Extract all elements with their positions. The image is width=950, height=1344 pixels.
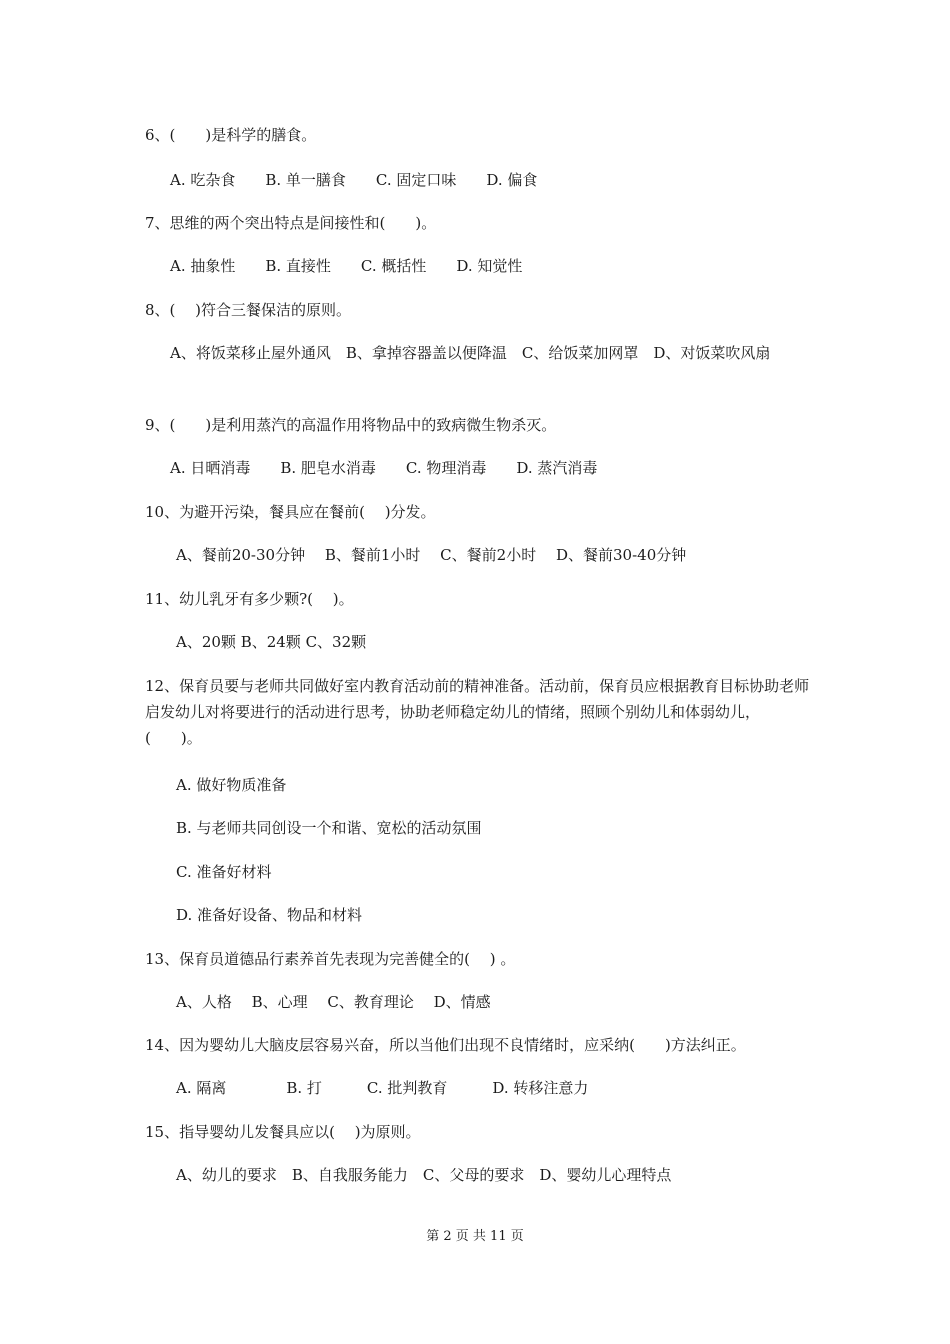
- question-10-stem: 10、为避开污染，餐具应在餐前( )分发。: [145, 503, 436, 521]
- question-6-stem: 6、( )是科学的膳食。: [145, 126, 317, 144]
- question-12-option-c: C. 准备好材料: [176, 863, 272, 881]
- page-number-footer: 第 2 页 共 11 页: [426, 1229, 524, 1244]
- question-11-options: A、20颗 B、24颗 C、32颗: [176, 633, 367, 651]
- question-9-stem: 9、( )是利用蒸汽的高温作用将物品中的致病微生物杀灭。: [145, 416, 557, 434]
- question-7-options: A. 抽象性 B. 直接性 C. 概括性 D. 知觉性: [170, 257, 523, 275]
- question-10-options: A、餐前20-30分钟 B、餐前1小时 C、餐前2小时 D、餐前30-40分钟: [176, 546, 687, 564]
- question-6-options: A. 吃杂食 B. 单一膳食 C. 固定口味 D. 偏食: [170, 171, 538, 189]
- question-15-stem: 15、指导婴幼儿发餐具应以( )为原则。: [145, 1123, 421, 1141]
- question-12-option-d: D. 准备好设备、物品和材料: [176, 906, 363, 924]
- question-15-options: A、幼儿的要求 B、自我服务能力 C、父母的要求 D、婴幼儿心理特点: [176, 1166, 672, 1184]
- question-14-options: A. 隔离 B. 打 C. 批判教育 D. 转移注意力: [176, 1079, 589, 1097]
- question-13-stem: 13、保育员道德品行素养首先表现为完善健全的( ) 。: [145, 950, 516, 968]
- question-13-options: A、人格 B、心理 C、教育理论 D、情感: [176, 993, 491, 1011]
- question-8-stem: 8、( )符合三餐保洁的原则。: [145, 301, 352, 319]
- question-12-option-a: A. 做好物质准备: [176, 776, 287, 794]
- question-9-options: A. 日晒消毒 B. 肥皂水消毒 C. 物理消毒 D. 蒸汽消毒: [170, 459, 598, 477]
- question-14-stem: 14、因为婴幼儿大脑皮层容易兴奋，所以当他们出现不良情绪时，应采纳( )方法纠正。: [145, 1036, 746, 1054]
- question-8-options: A、将饭菜移止屋外通风 B、拿掉容器盖以便降温 C、给饭菜加网罩 D、对饭菜吹风扇: [170, 344, 771, 362]
- question-11-stem: 11、幼儿乳牙有多少颗?( )。: [145, 590, 354, 608]
- question-12-stem: 12、保育员要与老师共同做好室内教育活动前的精神准备。活动前，保育员应根据教育目标协助老师启发幼儿对将要进行的活动进行思考，协助老师稳定幼儿的情绪，照顾个别幼儿和体弱幼儿，( )。: [145, 677, 810, 747]
- question-12-option-b: B. 与老师共同创设一个和谐、宽松的活动氛围: [176, 819, 482, 837]
- question-7-stem: 7、思维的两个突出特点是间接性和( )。: [145, 214, 437, 232]
